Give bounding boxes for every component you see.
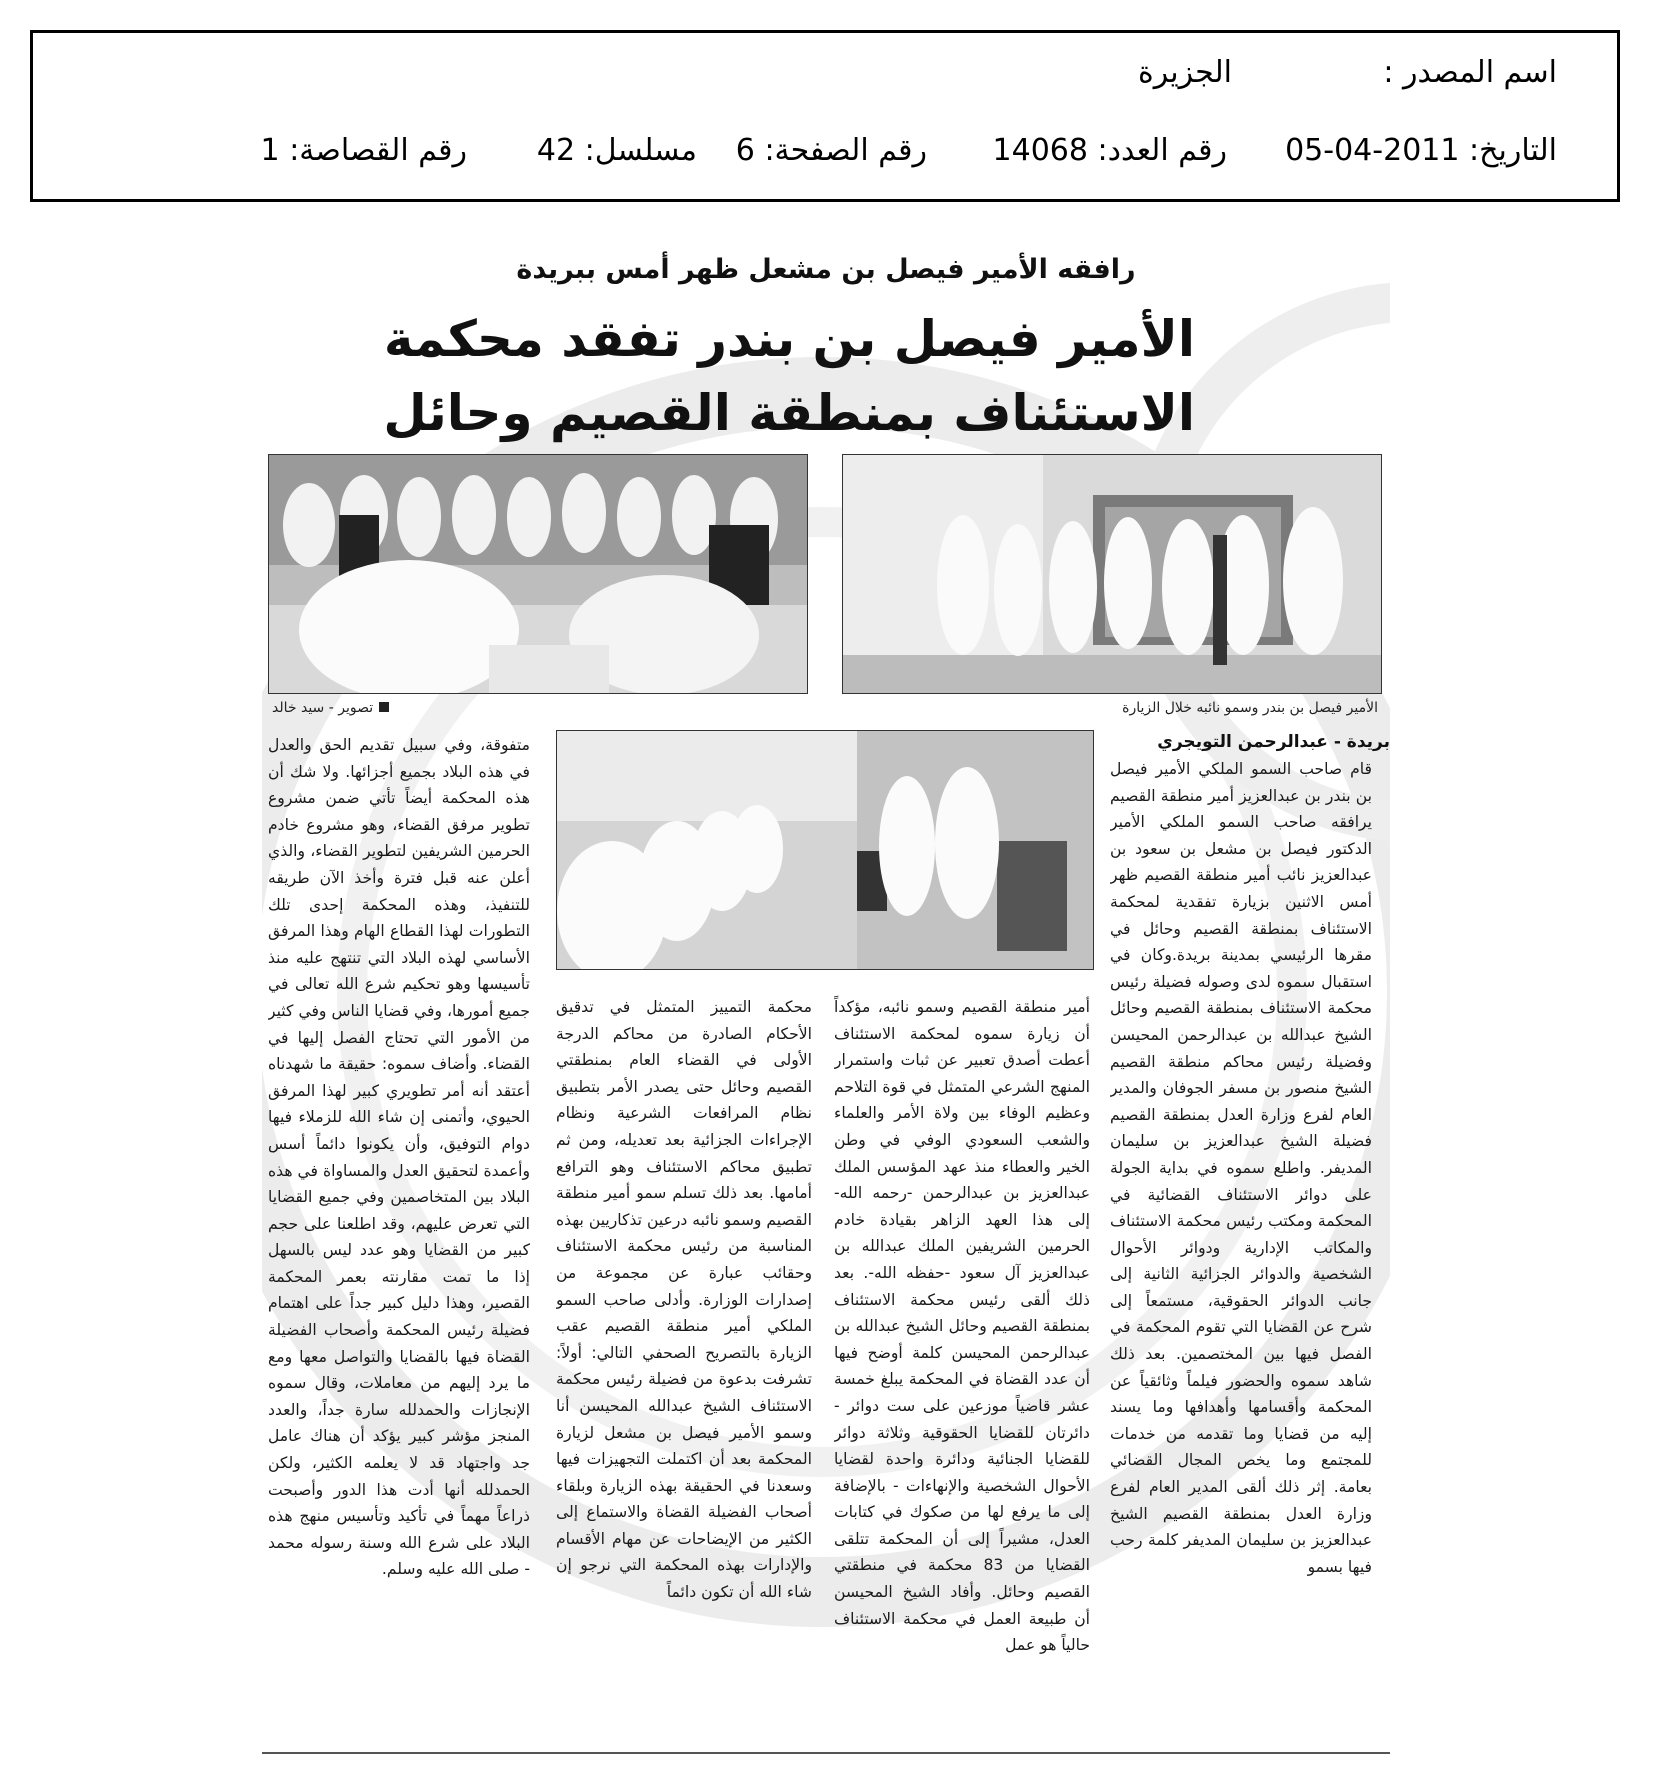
source-value: الجزيرة (1137, 55, 1232, 90)
bottom-rule (262, 1752, 1390, 1754)
metadata-box (30, 30, 1620, 202)
date-label: التاريخ: (1469, 133, 1557, 168)
issue-value: 14068 (992, 133, 1088, 168)
article-column-2 (834, 994, 1090, 1742)
article-byline: بريدة - عبدالرحمن التويجري (1157, 732, 1390, 752)
serial-label: مسلسل: (584, 133, 697, 168)
serial-row (537, 133, 697, 168)
column-2-text: أمير منطقة القصيم وسمو نائبه، مؤكداً أن زيارة سموه لمحكمة الاستئناف أعطت أصدق تعبير عن ثبات واستمرار المنهج الشرعي المتمثل في قوة التلاحم وعظيم الوفاء بين ولاة الأمر والعلماء والشعب السعودي الوفي في وطن الخير والعطاء منذ عهد المؤسس الملك عبدالعزيز بن عبدالرحمن -رحمه الله- إلى هذا العهد الزاهر بقيادة خادم الحرمين الشريفين الملك عبدالله بن عبدالعزيز آل سعود -حفظه الله-. بعد ذلك ألقى رئيس محكمة الاستئناف بمنطقة القصيم وحائل الشيخ عبدالله بن عبدالرحمن المحيسن كلمة أوضح فيها أن عدد القضاة في المحكمة يبلغ خمسة عشر قاضياً موزعين على ست دوائر - دائرتان للقضايا الحقوقية وثلاثة دوائر للقضايا الجنائية ودائرة واحدة لقضايا الأحوال الشخصية والإنهاءات - بالإضافة إلى ما يرفع لها من صكوك في كتابات العدل، مشيراً إلى أن المحكمة تتلقى القضايا من 83 محكمة في منطقتي القصيم وحائل. وأفاد الشيخ المحيسن أن طبيعة العمل في محكمة الاستئناف حالياً هو عمل (834, 998, 1090, 1655)
photo-corridor-visit (842, 454, 1382, 694)
article-headline: الأمير فيصل بن بندر تفقد محكمة الاستئناف بمنطقة القصيم وحائل (383, 310, 1195, 442)
clip-row (261, 133, 467, 168)
photo-credit-text: تصوير - سيد خالد (272, 700, 374, 716)
column-1-text: قام صاحب السمو الملكي الأمير فيصل بن بندر بن عبدالعزيز أمير منطقة القصيم يرافقه صاحب السمو الملكي الأمير الدكتور فيصل بن مشعل بن سعود بن عبدالعزيز نائب أمير منطقة القصيم ظهر أمس الاثنين بزيارة تفقدية لمحكمة الاستئناف بمنطقة القصيم وحائل في مقرها الرئيسي بمدينة بريدة.وكان في استقبال سموه لدى وصوله فضيلة رئيس محكمة الاستئناف بمنطقة القصيم وحائل الشيخ عبدالله بن عبدالرحمن المحيسن وفضيلة رئيس محاكم منطقة القصيم الشيخ منصور بن مسفر الجوفان والمدير العام لفرع وزارة العدل بمنطقة القصيم فضيلة الشيخ عبدالعزيز بن سليمان المديفر. واطلع سموه في بداية الجولة على دوائر الاستئناف القضائية في المحكمة ومكتب رئيس محكمة الاستئناف والمكاتب الإدارية ودوائر الأحوال الشخصية والدوائر الجزائية الثانية إلى جانب الدوائر الحقوقية، مستمعاً إلى شرح عن القضايا التي تقوم المحكمة في الفصل فيها بين المختصمين. بعد ذلك شاهد سموه والحضور فيلماً وثائقياً عن المحكمة وأقسامها وأهدافها وما يسند إليه من قضايا وما تقدمه من خدمات للمجتمع وما يخص المجال القضائي بعامة. إثر ذلك ألقى المدير العام لفرع وزارة العدل بمنطقة القصيم الشيخ عبدالعزيز بن سليمان المديفر كلمة رحب فيها بسمو (1110, 760, 1372, 1576)
article-column-1 (1110, 756, 1372, 1742)
clip-label: رقم القصاصة: (289, 133, 467, 168)
article-column-4 (268, 732, 530, 1742)
date-value: 2011-04-05 (1285, 133, 1460, 168)
photo-credit (272, 700, 389, 716)
newspaper-clipping (262, 232, 1390, 1767)
article-column-3 (556, 994, 812, 1742)
credit-square-icon (379, 702, 389, 712)
photo-meeting-desk (268, 454, 808, 694)
photo-seated-guests (556, 730, 1094, 970)
photo-caption: الأمير فيصل بن بندر وسمو نائبه خلال الزيارة (1122, 700, 1378, 716)
page-label: رقم الصفحة: (764, 133, 927, 168)
page-value: 6 (735, 133, 755, 168)
issue-row (993, 133, 1227, 168)
article-kicker: رافقه الأمير فيصل بن مشعل ظهر أمس ببريدة (516, 254, 1136, 285)
serial-value: 42 (536, 133, 576, 168)
date-row (1285, 133, 1557, 168)
column-4-text: متفوقة، وفي سبيل تقديم الحق والعدل في هذه البلاد بجميع أجزائها. ولا شك أن هذه المحكمة أيضاً تأتي ضمن مشروع تطوير مرفق القضاء، وهو مشروع خادم الحرمين الشريفين لتطوير القضاء، والذي أعلن عنه قبل فترة وأخذ الآن طريقه للتنفيذ، وهذه المحكمة إحدى تلك التطورات لهذا القطاع الهام وهذا المرفق الأساسي لهذه البلاد التي تنتهج عليه منذ تأسيسها وهو تحكيم شرع الله تعالى في جميع أمورها، وفي قضايا الناس وفي كثير من الأمور التي تحتاج الفصل إليها في القضاء. وأضاف سموه: حقيقة ما شهدناه أعتقد أنه أمر تطويري كبير لهذا المرفق الحيوي، وأتمنى إن شاء الله للزملاء فيها دوام التوفيق، وأن يكونوا دائماً أسس وأعمدة لتحقيق العدل والمساواة في هذه البلاد بين المتخاصمين وفي جميع القضايا التي تعرض عليهم، وقد اطلعنا على حجم كبير من القضايا وهو عدد ليس بالسهل إذا ما تمت مقارنته بعمر المحكمة القصير، وهذا دليل كبير جداً على اهتمام فضيلة رئيس المحكمة وأصحاب الفضيلة القضاة فيها بالقضايا والتواصل معها ومع ما يرد إليهم من معاملات، وقال سموه الإنجازات والحمدلله سارة جداً، والعدد المنجز مؤشر كبير يؤكد أن هناك عامل جد واجتهاد قد لا يعلمه الكثير، ولكن الحمدلله أنها أدت هذا الدور وأصبحت ذراعاً مهماً في تأكيد وتأسيس منهج هذه البلاد على شرع الله وسنة رسوله محمد - صلى الله عليه وسلم. (268, 736, 530, 1579)
source-label: اسم المصدر : (1383, 55, 1557, 90)
column-3-text: محكمة التمييز المتمثل في تدقيق الأحكام الصادرة من محاكم الدرجة الأولى في القضاء العام بمنطقتي القصيم وحائل حتى يصدر الأمر بتطبيق نظام المرافعات الشرعية ونظام الإجراءات الجزائية بعد تعديله، ومن ثم تطبيق محاكم الاستئناف وهو الترافع أمامها. بعد ذلك تسلم سمو أمير منطقة القصيم وسمو نائبه درعين تذكاريين بهذه المناسبة من رئيس محكمة الاستئناف وحقائب عبارة عن مجموعة من إصدارات الوزارة. وأدلى صاحب السمو الملكي أمير منطقة القصيم عقب الزيارة بالتصريح الصحفي التالي: أولاً: تشرفت بدعوة من فضيلة رئيس محكمة الاستئناف الشيخ عبدالله المحيسن أنا وسمو الأمير فيصل بن مشعل لزيارة المحكمة بعد أن اكتملت التجهيزات فيها وسعدنا في الحقيقة بهذه الزيارة وبلقاء أصحاب الفضيلة القضاة والاستماع إلى الكثير من الإيضاحات عن مهام الأقسام والإدارات بهذه المحكمة التي نرجو إن شاء الله أن تكون دائماً (556, 998, 812, 1602)
clip-value: 1 (260, 133, 280, 168)
issue-label: رقم العدد: (1097, 133, 1227, 168)
source-row (1383, 55, 1557, 90)
page-row (736, 133, 927, 168)
